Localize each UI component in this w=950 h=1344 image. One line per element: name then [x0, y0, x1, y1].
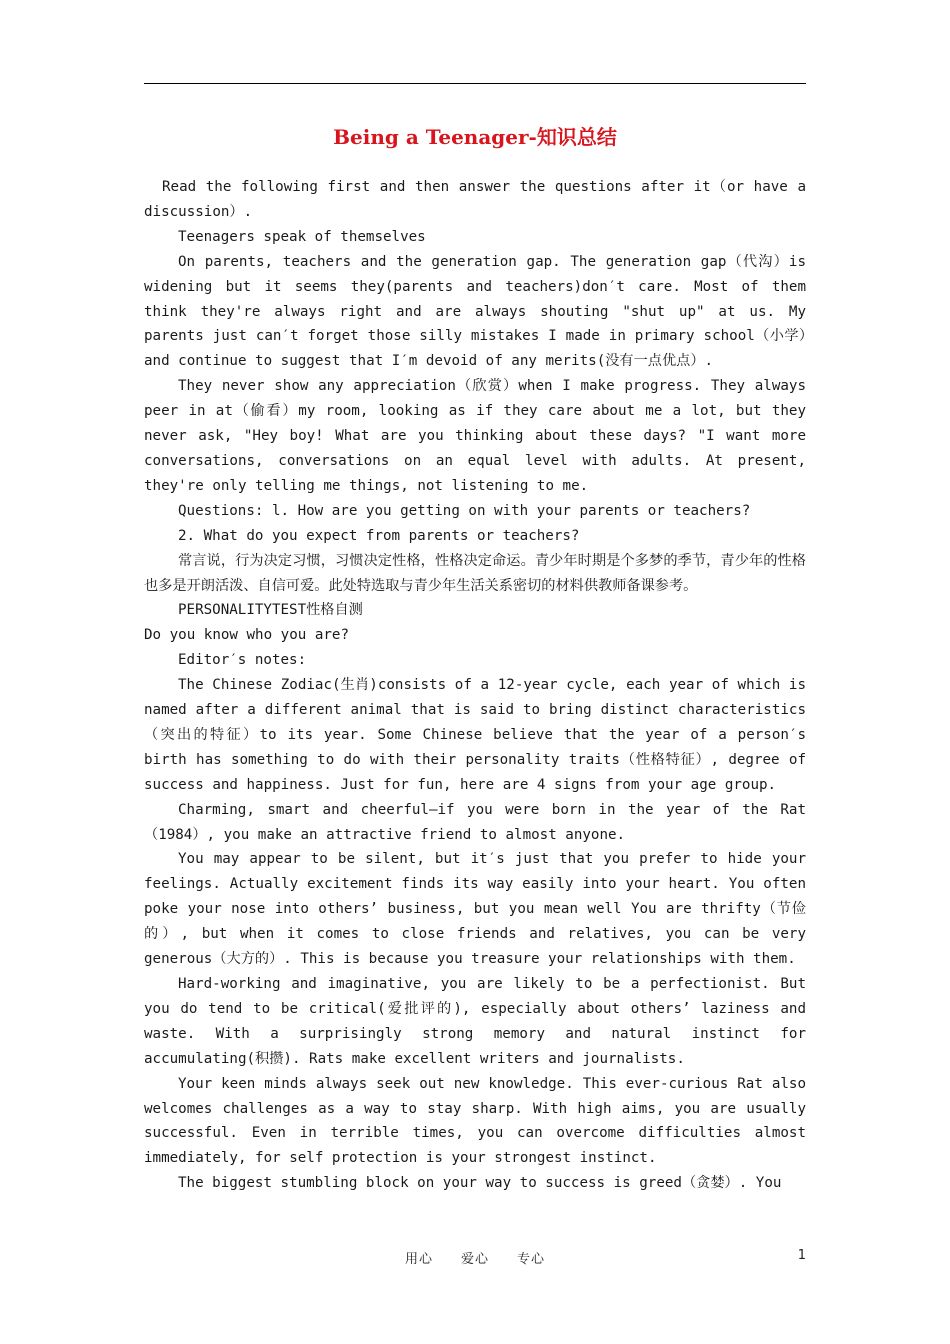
document-title: Being a Teenager-知识总结: [333, 125, 617, 149]
paragraph-chinese-note: 常言说，行为决定习惯，习惯决定性格，性格决定命运。青少年时期是个多梦的季节，青少年的性格也多是开朗活泼、自信可爱。此处特选取与青少年生活关系密切的材料供教师备课参考。: [144, 552, 806, 594]
paragraph: Your keen minds always seek out new knowledge. This ever-curious Rat also welcomes challenges as a way to stay sharp. With high aims, you are usually successful. Even in terrible times, you can overcome difficulties almost immediately, for self protection is your strongest instinct.: [144, 1075, 806, 1167]
paragraph-subheading: Teenagers speak of themselves: [178, 228, 426, 245]
paragraph: The Chinese Zodiac(生肖)consists of a 12-year cycle, each year of which is named after a different animal that is said to bring distinct characteristics（突出的特征）to its year. Some Chinese believe that the year of a person′s birth has something to do with their personality traits（性格特征）, degree of success and happiness. Just for fun, here are 4 signs from your age group.: [144, 677, 806, 793]
editor-notes-label: Editor′s notes:: [178, 652, 307, 669]
question-2: 2. What do you expect from parents or teachers?: [178, 527, 580, 544]
document-body: [144, 175, 806, 1196]
page-footer: [144, 1248, 806, 1268]
page-number: 1: [797, 1248, 806, 1263]
question-1: Questions: l. How are you getting on with your parents or teachers?: [178, 502, 751, 519]
paragraph: They never show any appreciation（欣赏）when I make progress. They always peer in at（偷看）my room, looking as if they care about me a lot, but they never ask, "Hey boy! What are you thinking about these days? "I want more conversations, conversations on an equal level with adults. At present, they're only telling me things, not listening to me.: [144, 378, 806, 494]
paragraph: On parents, teachers and the generation gap. The generation gap（代沟）is widening but it seems they(parents and teachers)don′t care. Most of them think they're always right and are always shouting "shut up" at us. My parents just can′t forget those silly mistakes I made in primary school（小学）and continue to suggest that I′m devoid of any merits(没有一点优点）.: [144, 253, 806, 370]
paragraph: Hard-working and imaginative, you are likely to be a perfectionist. But you do tend to be critical(爱批评的), especially about others’ laziness and waste. With a surprisingly strong memory and natural instinct for accumulating(积攒). Rats make excellent writers and journalists.: [144, 976, 806, 1067]
section-heading: PERSONALITYTEST性格自测: [178, 602, 363, 619]
paragraph-instructions: Read the following first and then answer the questions after it（or have a discussion）.: [144, 179, 806, 220]
paragraph: You may appear to be silent, but it′s just that you prefer to hide your feelings. Actually excitement finds its way easily into your heart. You often poke your nose into others’ business, but you mean well You are thrifty（节俭的）, but when it comes to close friends and relatives, you can be very generous（大方的）. This is because you treasure your relationships with them.: [144, 851, 806, 968]
header-rule: [144, 83, 806, 84]
paragraph: Charming, smart and cheerful—if you were born in the year of the Rat（1984）, you make an attractive friend to almost anyone.: [144, 801, 806, 843]
footer-motto: 用心 爱心 专心: [404, 1252, 545, 1267]
paragraph: The biggest stumbling block on your way to success is greed（贪婪）. You: [178, 1175, 782, 1192]
section-question: Do you know who you are?: [144, 627, 349, 644]
